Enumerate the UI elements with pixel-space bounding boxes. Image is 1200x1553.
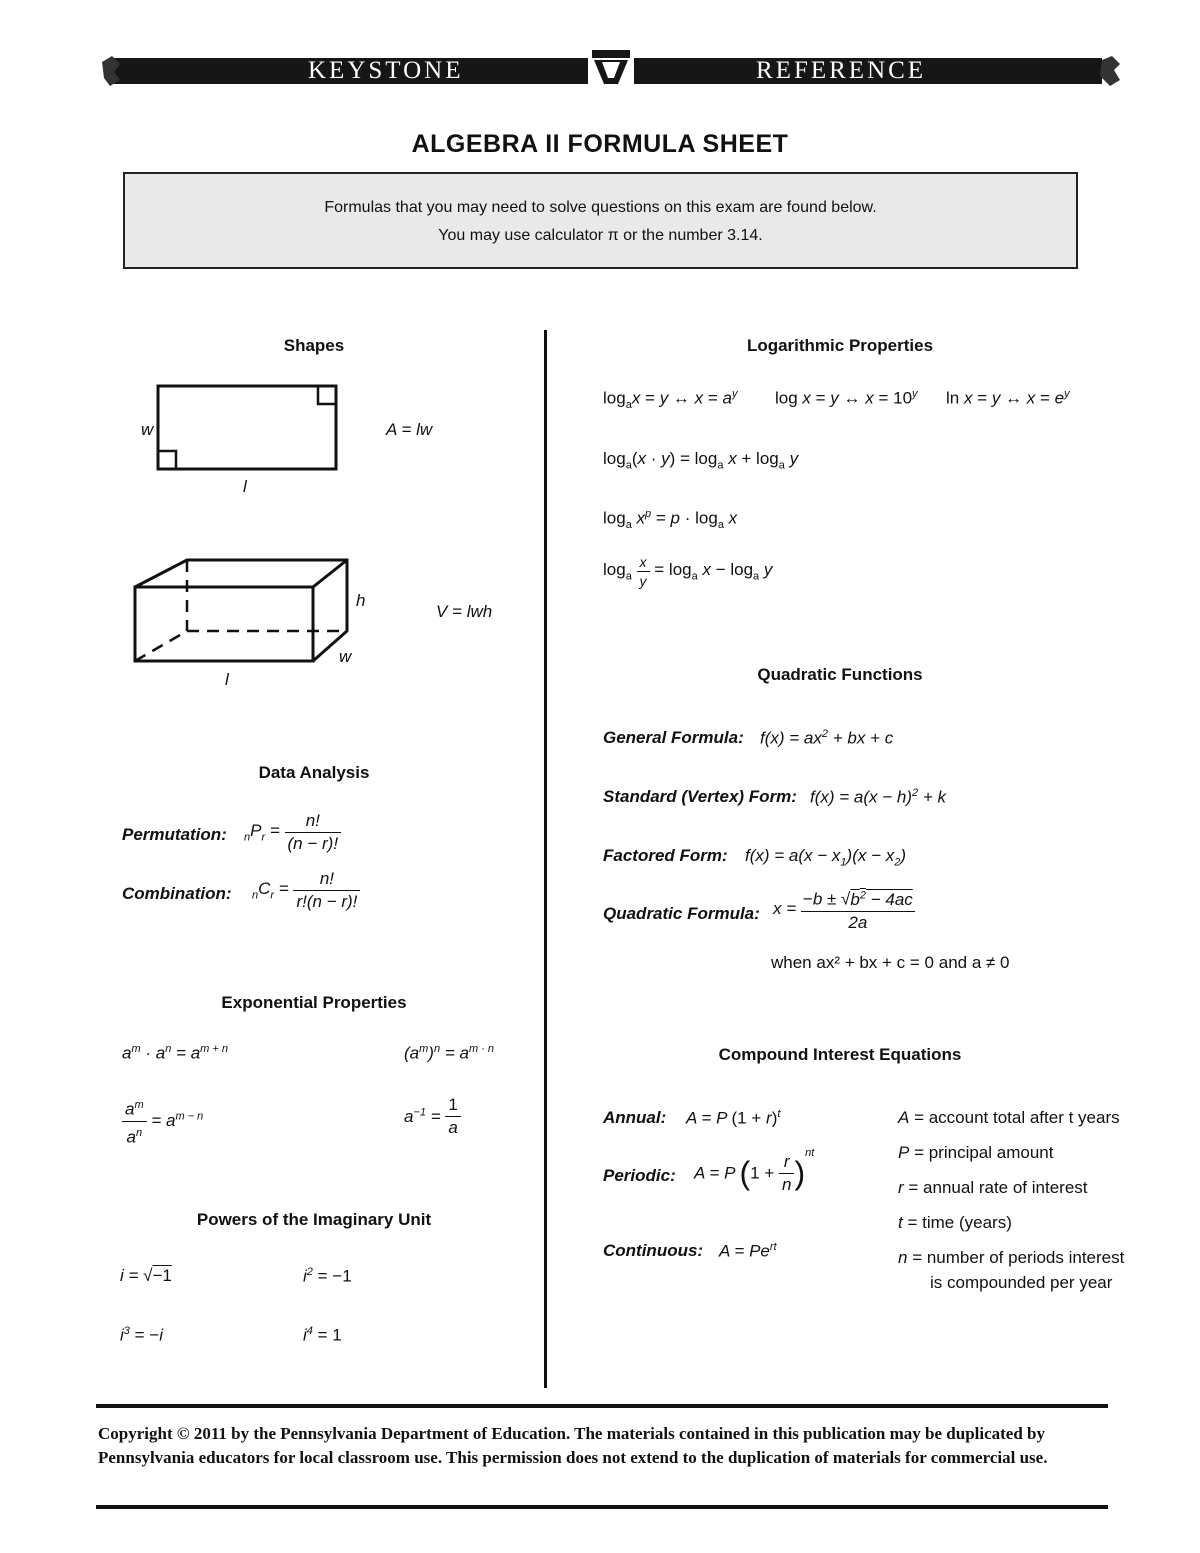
imaginary-heading: Powers of the Imaginary Unit: [196, 1210, 432, 1229]
factored-form-label: Factored Form:: [603, 846, 728, 865]
exponent-product-rule: $a^m \cdot a^n = a^{m + n}$: [122, 1043, 228, 1063]
continuous-label: Continuous:: [603, 1241, 704, 1260]
notice-line-2: You may use calculator π or the number 3.14.: [438, 227, 763, 244]
rectangle-area-formula: A = lw: [386, 420, 433, 439]
continuous-formula: $A = Pe^{rt}$: [719, 1241, 777, 1261]
shapes-heading: Shapes: [283, 336, 345, 355]
exponent-power-rule: $(a^m)^n = a^{m \cdot n}$: [404, 1043, 494, 1063]
prism-label-l: l: [225, 670, 229, 689]
general-formula: $f(x) = ax^2$ + bx + c: [760, 728, 894, 748]
permutation-label: Permutation:: [122, 825, 227, 844]
data-analysis-heading: Data Analysis: [258, 763, 370, 782]
rectangular-prism-diagram: [132, 557, 352, 667]
imaginary-i-fourth: $i^4 = 1$: [303, 1325, 342, 1345]
banner-reference: REFERENCE: [756, 57, 927, 84]
exponential-heading: Exponential Properties: [221, 993, 407, 1012]
quadratic-heading: Quadratic Functions: [757, 665, 923, 684]
rectangle-label-w: w: [141, 420, 154, 439]
vertex-form-formula: $f(x) = a(x - h)^2 + k$: [810, 787, 947, 807]
quadratic-formula-label: Quadratic Formula:: [603, 904, 760, 923]
log-definition-natural: ln x = y ↔ $x = e^y$: [946, 388, 1070, 408]
general-formula-label: General Formula:: [603, 728, 744, 747]
banner-left-ornament-icon: [100, 56, 122, 86]
legend-P: P = principal amount: [898, 1143, 1054, 1162]
vertex-form-label: Standard (Vertex) Form:: [603, 787, 797, 806]
column-divider: [544, 330, 547, 1388]
annual-label: Annual:: [603, 1108, 667, 1127]
imaginary-i-squared: $i^2 = -1$: [303, 1266, 352, 1286]
permutation-formula: $_nP_r$ = $\frac{n!}{(n - r)!}$: [244, 810, 341, 855]
log-product-rule: $\log_a(x \cdot y) = \log_a x + \log_a y$: [603, 449, 799, 472]
page-title: ALGEBRA II FORMULA SHEET: [411, 130, 789, 158]
copyright-notice: Copyright © 2011 by the Pennsylvania Department of Education. The materials contained in this publication may be duplicated by Pennsylvania educators for local classroom use. This permission does not extend to the duplication of materials for commercial use.: [98, 1424, 1048, 1467]
periodic-formula: A = P (1 + $\frac{r}{n}$ )$^{nt}$: [694, 1147, 815, 1195]
combination-label: Combination:: [122, 884, 232, 903]
banner-keystone: KEYSTONE: [308, 57, 464, 84]
combination-formula: $_nC_r$ = $\frac{n!}{r!(n - r)!}$: [252, 868, 360, 913]
footer-rule-bottom: [96, 1505, 1108, 1509]
rectangle-label-l: l: [243, 477, 247, 496]
logarithmic-heading: Logarithmic Properties: [746, 336, 934, 355]
log-definition-base-a: $\log_ax = y$ ↔ $x = a^y$: [603, 388, 738, 412]
log-quotient-rule: $\log_a$ $\frac{x}{y}$ = $\log_a x - \log_a y$: [603, 554, 773, 589]
exponent-quotient-rule: $\frac{a^m}{a^n}$ = $a^{m - n}$: [122, 1094, 203, 1148]
quadratic-condition: when ax² + bx + c = 0 and a ≠ 0: [771, 953, 1010, 972]
quadratic-formula: x = $\frac{-b \pm √b^2 - 4ac}{2a}$: [773, 884, 915, 934]
footer-rule-top: [96, 1404, 1108, 1408]
legend-n-continued: is compounded per year: [930, 1273, 1113, 1292]
annual-formula: A = P $(1 + r)^t$: [686, 1108, 781, 1128]
periodic-label: Periodic:: [603, 1166, 676, 1185]
legend-t: t = time (years): [898, 1213, 1012, 1232]
banner-right-ornament-icon: [1098, 56, 1122, 86]
prism-label-w: w: [339, 647, 352, 666]
factored-form-formula: $f(x) = a(x - x_1)(x - x_2)$: [745, 846, 907, 869]
keystone-logo-icon: [588, 46, 634, 86]
legend-r: r = annual rate of interest: [898, 1178, 1088, 1197]
prism-label-h: h: [356, 591, 366, 610]
legend-A: A = account total after t years: [898, 1108, 1120, 1127]
compound-heading: Compound Interest Equations: [718, 1045, 962, 1064]
notice-line-1: Formulas that you may need to solve questions on this exam are found below.: [324, 199, 877, 216]
imaginary-i: i = √−1: [120, 1266, 172, 1285]
legend-n: n = number of periods interest: [898, 1248, 1125, 1267]
rectangle-diagram: [156, 384, 340, 472]
imaginary-i-cubed: $i^3 = -i$: [120, 1325, 164, 1345]
exponent-negative-rule: $a^{-1}$ = $\frac{1}{a}$: [404, 1094, 461, 1139]
notice-box: [123, 172, 1078, 269]
log-definition-base-10: log x = y ↔ $x = 10^y$: [775, 388, 918, 408]
log-power-rule: $\log_a x^p = p \cdot \log_a x$: [603, 508, 738, 532]
prism-volume-formula: V = lwh: [436, 602, 493, 621]
